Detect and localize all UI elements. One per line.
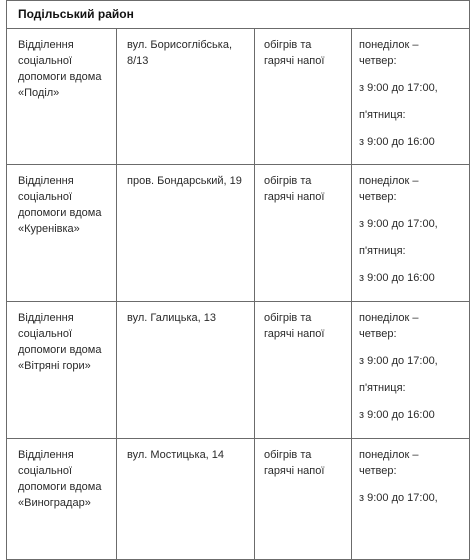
- service-line: гарячі напої: [264, 328, 325, 340]
- center-name-line: Відділення: [18, 39, 74, 51]
- table-row: [7, 439, 469, 560]
- center-name-line: «Вітряні гори»: [18, 360, 91, 372]
- center-name-line: соціальної: [18, 328, 73, 340]
- schedule-days: п'ятниця:: [359, 382, 406, 394]
- schedule-hours: з 9:00 до 17:00,: [359, 355, 438, 367]
- district-header: Подільський район: [7, 1, 469, 29]
- center-name-line: «Куренівка»: [18, 223, 80, 235]
- service-line: обігрів та: [264, 312, 312, 324]
- table-row: [7, 29, 469, 165]
- schedule-hours: з 9:00 до 16:00: [359, 136, 435, 148]
- schedule-hours: з 9:00 до 17:00,: [359, 218, 438, 230]
- address-line: вул. Борисоглібська,: [127, 39, 232, 51]
- schedule-days: четвер:: [359, 55, 397, 67]
- service-cell: [255, 302, 352, 438]
- center-name-line: Відділення: [18, 449, 74, 461]
- address-line: вул. Мостицька, 14: [127, 449, 225, 461]
- service-cell: [255, 439, 352, 559]
- service-line: гарячі напої: [264, 191, 325, 203]
- schedule-hours: з 9:00 до 16:00: [359, 272, 435, 284]
- schedule-hours: з 9:00 до 17:00,: [359, 492, 438, 504]
- center-name-line: допомоги вдома: [18, 344, 102, 356]
- schedule-days: четвер:: [359, 328, 397, 340]
- table-row: [7, 302, 469, 439]
- schedule-days: четвер:: [359, 465, 397, 477]
- center-name-line: «Поділ»: [18, 87, 60, 99]
- center-name-cell: [7, 302, 117, 438]
- address-cell: [117, 302, 255, 438]
- address-line: вул. Галицька, 13: [127, 312, 216, 324]
- schedule-cell: [352, 165, 469, 301]
- schedule-hours: з 9:00 до 16:00: [359, 409, 435, 421]
- schedule-cell: [352, 439, 469, 559]
- service-line: обігрів та: [264, 449, 312, 461]
- center-name-line: допомоги вдома: [18, 207, 102, 219]
- center-name-line: Відділення: [18, 175, 74, 187]
- service-cell: [255, 165, 352, 301]
- schedule-days: четвер:: [359, 191, 397, 203]
- center-name-line: соціальної: [18, 465, 73, 477]
- center-name-cell: [7, 29, 117, 164]
- center-name-line: Відділення: [18, 312, 74, 324]
- schedule-hours: з 9:00 до 17:00,: [359, 82, 438, 94]
- schedule-days: понеділок –: [359, 449, 419, 461]
- schedule-days: понеділок –: [359, 175, 419, 187]
- schedule-days: понеділок –: [359, 312, 419, 324]
- center-name-line: соціальної: [18, 55, 73, 67]
- center-name-line: «Виноградар»: [18, 497, 91, 509]
- centers-table: [6, 0, 470, 560]
- center-name-cell: [7, 439, 117, 559]
- schedule-cell: [352, 29, 469, 164]
- address-cell: [117, 165, 255, 301]
- address-line: пров. Бондарський, 19: [127, 175, 242, 187]
- address-line: 8/13: [127, 55, 149, 67]
- center-name-cell: [7, 165, 117, 301]
- service-line: обігрів та: [264, 175, 312, 187]
- center-name-line: допомоги вдома: [18, 481, 102, 493]
- center-name-line: соціальної: [18, 191, 73, 203]
- schedule-cell: [352, 302, 469, 438]
- service-line: гарячі напої: [264, 465, 325, 477]
- service-cell: [255, 29, 352, 164]
- service-line: обігрів та: [264, 39, 312, 51]
- address-cell: [117, 439, 255, 559]
- table-row: [7, 165, 469, 302]
- schedule-days: понеділок –: [359, 39, 419, 51]
- schedule-days: п'ятниця:: [359, 109, 406, 121]
- center-name-line: допомоги вдома: [18, 71, 102, 83]
- address-cell: [117, 29, 255, 164]
- schedule-days: п'ятниця:: [359, 245, 406, 257]
- service-line: гарячі напої: [264, 55, 325, 67]
